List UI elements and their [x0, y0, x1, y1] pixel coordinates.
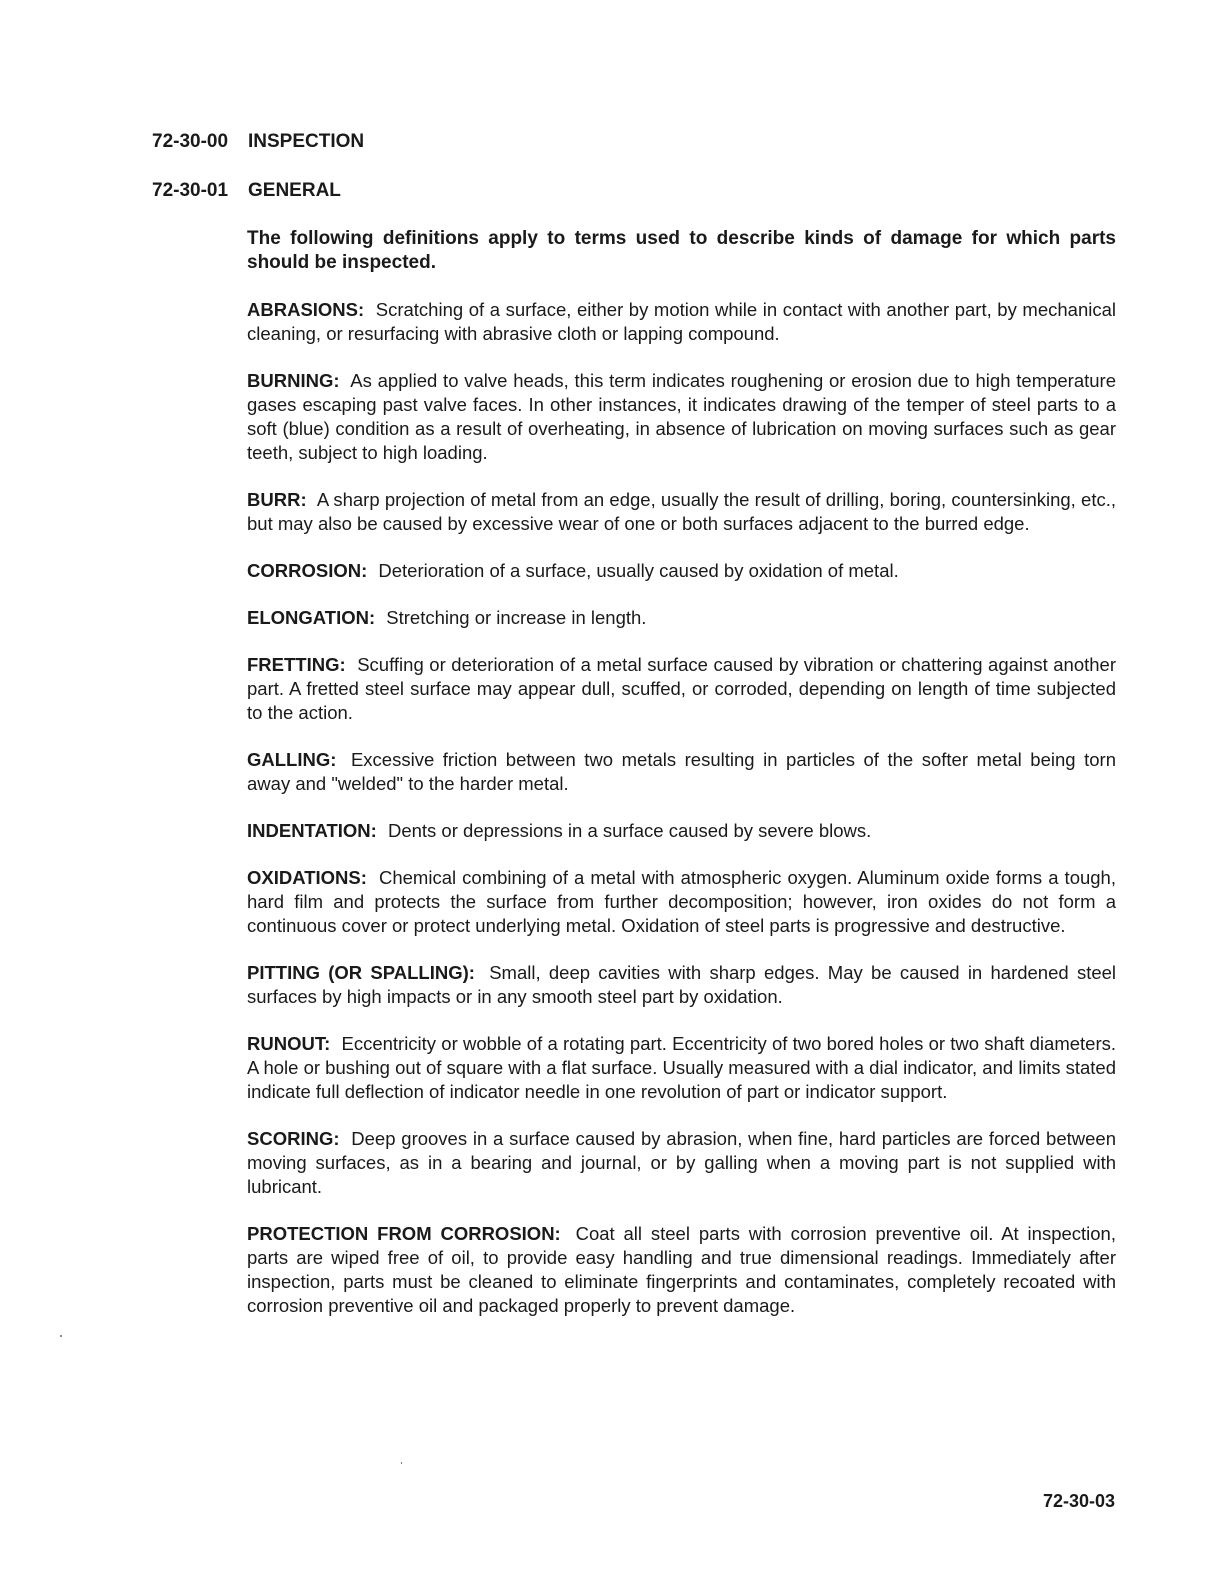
definition-elongation [247, 606, 1116, 630]
scan-speck [401, 1462, 402, 1464]
definition-corrosion [247, 559, 1116, 583]
definition-text: As applied to valve heads, this term indicates roughening or erosion due to high temperature gases escaping past valve faces. In other instances, it indicates drawing of the temper of steel parts to a soft (blue) condition as a result of overheating, in absence of lubrication on moving surfaces such as gear teeth, subject to high loading. [247, 370, 1117, 463]
definition-burning [247, 369, 1116, 465]
definition-text: Small, deep cavities with sharp edges. May be caused in hardened steel surfaces by high impacts or in any smooth steel part by oxidation. [247, 962, 1117, 1007]
definition-term: ABRASIONS: [247, 299, 365, 320]
section-title: GENERAL [248, 180, 341, 201]
definition-text: Deep grooves in a surface caused by abrasion, when fine, hard particles are forced between moving surfaces, as in a bearing and journal, or by galling when a moving part is not supplied with lubricant. [247, 1128, 1116, 1197]
definition-text: Coat all steel parts with corrosion preventive oil. At inspection, parts are wiped free of oil, to provide easy handling and true dimensional readings. Immediately after inspection, parts must be cleaned to eliminate fingerprints and contaminates, completely recoated with corrosion preventive oil and packaged properly to prevent damage. [247, 1223, 1116, 1316]
definition-abrasions [247, 298, 1116, 346]
definition-text: Excessive friction between two metals resulting in particles of the softer metal being torn away and "welded" to the harder metal. [247, 749, 1116, 794]
scan-speck [60, 1335, 62, 1337]
definition-term: CORROSION: [247, 560, 368, 581]
definitions-body [247, 227, 1116, 1341]
definition-term: OXIDATIONS: [247, 867, 367, 888]
definition-term: ELONGATION: [247, 607, 376, 628]
definition-term: BURNING: [247, 370, 340, 391]
definition-runout [247, 1032, 1116, 1104]
intro-paragraph: The following definitions apply to terms used to describe kinds of damage for which parts should be inspected. [247, 228, 1116, 273]
page-number: 72-30-03 [1042, 1491, 1115, 1511]
definition-term: SCORING: [247, 1128, 340, 1149]
definition-text: Scuffing or deterioration of a metal surface caused by vibration or chattering against another part. A fretted steel surface may appear dull, scuffed, or corroded, depending on length of time subjected to the action. [247, 654, 1117, 723]
definition-term: GALLING: [247, 749, 337, 770]
definition-pitting [247, 961, 1116, 1009]
definition-text: Stretching or increase in length. [386, 607, 647, 628]
definition-term: PROTECTION FROM CORROSION: [247, 1223, 561, 1244]
definition-text: Scratching of a surface, either by motion while in contact with another part, by mechanical cleaning, or resurfacing with abrasive cloth or lapping compound. [247, 299, 1116, 344]
section-heading-inspection [152, 130, 364, 154]
definition-oxidations [247, 866, 1116, 938]
definition-scoring [247, 1127, 1116, 1199]
definition-term: PITTING (OR SPALLING): [247, 962, 475, 983]
definition-burr [247, 488, 1116, 536]
definition-term: INDENTATION: [247, 820, 377, 841]
section-number: 72-30-01 [152, 180, 229, 201]
section-number: 72-30-00 [152, 131, 229, 152]
section-title: INSPECTION [248, 131, 365, 152]
section-heading-general [152, 179, 341, 203]
definition-text: Eccentricity or wobble of a rotating part. Eccentricity of two bored holes or two shaft diameters. A hole or bushing out of square with a flat surface. Usually measured with a dial indicator, and limits stated indicate full deflection of indicator needle in one revolution of part or indicator support. [247, 1033, 1117, 1102]
definition-text: Deterioration of a surface, usually caused by oxidation of metal. [378, 560, 899, 581]
definition-text: Dents or depressions in a surface caused by severe blows. [387, 820, 872, 841]
definition-text: A sharp projection of metal from an edge, usually the result of drilling, boring, countersinking, etc., but may also be caused by excessive wear of one or both surfaces adjacent to the burred edge. [247, 489, 1116, 534]
definition-protection-from-corrosion [247, 1222, 1116, 1318]
definition-text: Chemical combining of a metal with atmospheric oxygen. Aluminum oxide forms a tough, hard film and protects the surface from further decomposition; however, iron oxides do not form a continuous cover or protect underlying metal. Oxidation of steel parts is progressive and destructive. [247, 867, 1116, 936]
definition-term: FRETTING: [247, 654, 346, 675]
definition-indentation [247, 819, 1116, 843]
definition-galling [247, 748, 1116, 796]
definition-fretting [247, 653, 1116, 725]
definition-term: RUNOUT: [247, 1033, 331, 1054]
definition-term: BURR: [247, 489, 307, 510]
